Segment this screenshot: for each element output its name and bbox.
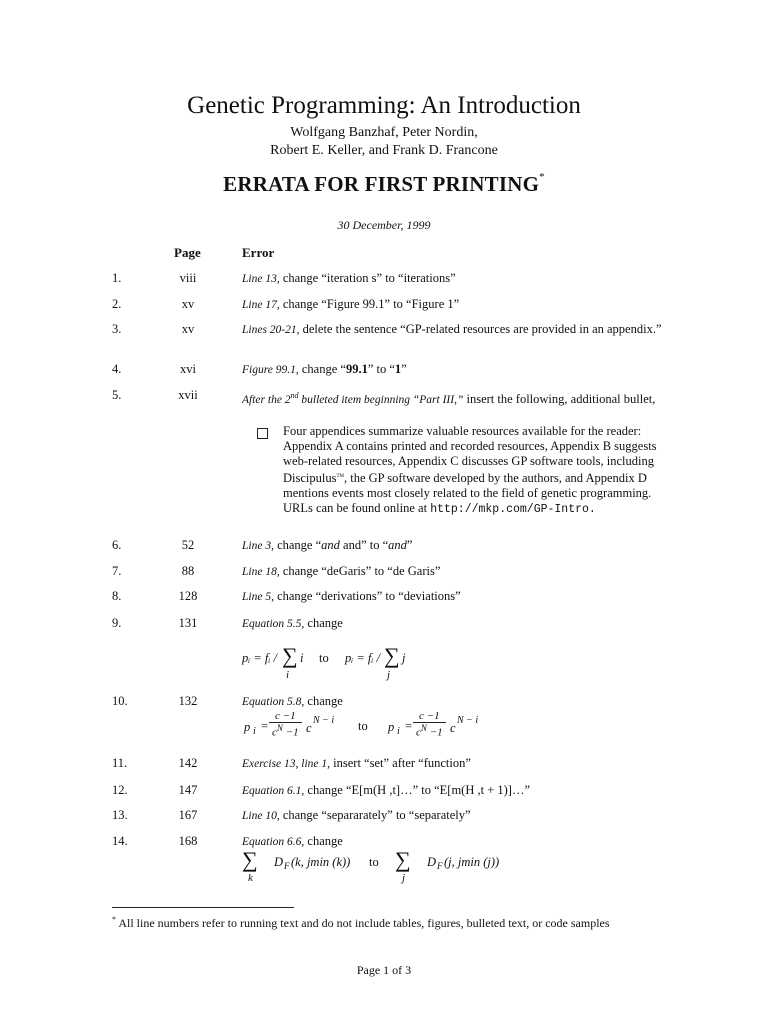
row-text: change “ (273, 538, 322, 552)
row-text: ” (401, 362, 407, 376)
row-text: ” (406, 538, 413, 552)
equation-to: to (319, 651, 329, 665)
row-number: 14. (112, 834, 128, 848)
sum-symbol: ∑ (242, 847, 258, 872)
row-location: Equation 6.1, (242, 785, 305, 797)
row-text: change (304, 834, 343, 848)
equation-right-args: (j, jmin (j)) (444, 855, 500, 869)
equation-left-args: (k, jmin (k)) (291, 855, 351, 869)
inserted-bullet-text (283, 424, 663, 517)
equation-right-sub: F (437, 861, 443, 871)
equation-right: pᵢ = fᵢ / (345, 651, 380, 665)
equation-left-index: i (286, 669, 290, 681)
row-error (242, 388, 662, 408)
row-number: 7. (112, 564, 122, 578)
row-page: xvii (178, 388, 198, 402)
row-text-bold: 1 (394, 362, 402, 376)
equation-left-term: i (300, 651, 304, 665)
page-number: Page 1 of 3 (356, 963, 412, 977)
row-text: change (304, 694, 343, 708)
row-page: xv (181, 322, 195, 336)
row-location-part: After the 2 (242, 393, 291, 406)
row-location: Line 10, (242, 810, 280, 822)
resources-url: http://mkp.com/GP-Intro. (430, 503, 596, 517)
equation-left: D (274, 855, 284, 869)
footnote-rule (112, 907, 294, 908)
row-text: change “iteration s” to “iterations” (279, 271, 456, 285)
row-text-bold: 99.1 (345, 362, 368, 376)
row-number: 9. (112, 616, 122, 630)
row-page: viii (179, 271, 197, 285)
row-location-sup: nd (290, 391, 299, 400)
row-location: Figure 99.1, (242, 364, 299, 376)
equation-right-fraction (413, 710, 446, 739)
row-location: Line 18, (242, 566, 280, 578)
row-error (242, 808, 662, 824)
row-text: ” to “ (367, 362, 395, 376)
row-location: Line 13, (242, 273, 280, 285)
fraction-denominator (269, 723, 302, 739)
equation-right: D (427, 855, 437, 869)
row-page: 88 (181, 564, 195, 578)
row-text: change “Figure 99.1” to “Figure 1” (279, 297, 460, 311)
row-location: Equation 5.5, (242, 618, 305, 630)
row-number: 4. (112, 362, 122, 376)
equation-left: p (244, 720, 251, 734)
footnote-text: All line numbers refer to running text and do not include tables, figures, bulleted text, or code samples (116, 916, 610, 930)
row-number: 5. (112, 388, 122, 402)
row-text: change “deGaris” to “de Garis” (279, 564, 441, 578)
authors-line-1: Wolfgang Banzhaf, Peter Nordin, (290, 125, 478, 140)
errata-title: ERRATA FOR FIRST PRINTING (223, 172, 540, 196)
row-page: xv (181, 297, 195, 311)
row-page: 132 (178, 694, 198, 708)
row-error (242, 271, 662, 287)
row-error (242, 322, 662, 338)
row-text: change “E[m(H ,t]…” to “E[m(H ,t + 1)]…” (304, 783, 531, 797)
errata-heading (0, 172, 768, 197)
equation-right-term: j (402, 651, 406, 665)
equation-left-sub: i (253, 726, 256, 737)
column-header-page: Page (174, 245, 201, 260)
footnote (112, 915, 672, 931)
equation-5-5 (242, 645, 662, 685)
row-number: 6. (112, 538, 122, 552)
equation-right-index: j (402, 872, 406, 884)
footnote-mark: * (112, 915, 116, 924)
row-text-italic: and (321, 538, 340, 552)
equation-5-8: p i = $\frac{c -1}{c^N -1}$ c N − i to p i = $\frac{c -1}{c^N -1}$ c N − i (244, 710, 479, 739)
equation-6-6 (242, 847, 662, 889)
equation-right-index: j (387, 669, 391, 681)
document-title: Genetic Programming: An Introduction (187, 92, 581, 119)
den-base: c (272, 726, 277, 739)
den-tail: −1 (426, 726, 443, 739)
den-base: c (416, 726, 421, 739)
row-page: 128 (178, 589, 198, 603)
equation-right-exponent: N − i (457, 715, 479, 726)
fraction-numerator: c −1 (413, 710, 446, 723)
row-location: Lines 20-21, (242, 324, 300, 336)
equation-left-exponent: N − i (313, 715, 335, 726)
equation-left-sub: F (284, 861, 290, 871)
checkbox-bullet-icon (257, 428, 268, 439)
sum-symbol: ∑ (282, 643, 298, 668)
row-text-italic: and (388, 538, 407, 552)
row-page: 168 (178, 834, 198, 848)
row-text: change (304, 616, 343, 630)
row-number: 10. (112, 694, 128, 708)
bullet-text: Four appendices summarize valuable resources available for the reader: Appendix A contains printed and recorded resources, Appendix B suggests web-related resources, Appendix C discusses GP software tools, including Discipulus (283, 424, 657, 486)
den-tail: −1 (282, 726, 299, 739)
equation-left-index: k (248, 872, 253, 884)
row-page: 147 (178, 783, 198, 797)
column-header-error: Error (242, 245, 275, 260)
row-location: Line 5, (242, 591, 274, 603)
row-error (242, 589, 662, 605)
row-page: 142 (178, 756, 198, 770)
row-text: insert “set” after “function” (330, 756, 471, 770)
row-number: 13. (112, 808, 128, 822)
equation-right: p (388, 720, 395, 734)
row-text: change “derivations” to “deviations” (273, 589, 461, 603)
row-page: 52 (181, 538, 195, 552)
row-error (242, 616, 662, 632)
fraction-denominator (413, 723, 446, 739)
row-error (242, 297, 662, 313)
row-location: Line 3, (242, 540, 274, 552)
row-error (242, 564, 662, 580)
row-error (242, 362, 662, 378)
equation-left-fraction (269, 710, 302, 739)
row-text: change “ (298, 362, 346, 376)
row-location: Exercise 13, line 1, (242, 758, 331, 770)
row-number: 8. (112, 589, 122, 603)
equation-to: to (369, 855, 379, 869)
den-sup: N (276, 723, 283, 733)
row-text: and” to “ (339, 538, 389, 552)
equation-to: to (358, 719, 368, 733)
row-location: Equation 5.8, (242, 696, 305, 708)
row-page: xvi (180, 362, 196, 376)
row-text: delete the sentence “GP-related resources are provided in an appendix.” (299, 322, 662, 336)
row-page: 167 (178, 808, 198, 822)
row-error (242, 756, 662, 772)
sum-symbol: ∑ (395, 847, 411, 872)
row-location: Line 17, (242, 299, 280, 311)
errata-footnote-mark: * (539, 171, 545, 183)
row-location: Equation 6.6, (242, 836, 305, 848)
row-page: 131 (178, 616, 198, 630)
row-error (242, 538, 662, 554)
authors (0, 124, 768, 160)
authors-line-2: Robert E. Keller, and Frank D. Francone (270, 143, 498, 158)
equation-left: pᵢ = fᵢ / (242, 651, 277, 665)
equation-left-c: c (306, 721, 312, 735)
row-number: 3. (112, 322, 122, 336)
trademark-mark: TM (336, 474, 344, 479)
row-location (242, 391, 464, 406)
fraction-numerator: c −1 (269, 710, 302, 723)
row-location-part: bulleted item beginning “Part III,” (298, 393, 464, 406)
equation-right-sub: i (397, 726, 400, 737)
bullet-text: , the GP software developed by the authors, and Appendix D mentions events most closely related to the field of genetic programming. URLs can be found online at (283, 471, 652, 516)
row-text: insert the following, additional bullet, (463, 391, 656, 406)
row-number: 1. (112, 271, 122, 285)
sum-symbol: ∑ (384, 643, 400, 668)
row-number: 2. (112, 297, 122, 311)
den-sup: N (420, 723, 427, 733)
row-number: 11. (112, 756, 128, 770)
errata-date: 30 December, 1999 (337, 218, 431, 232)
row-number: 12. (112, 783, 128, 797)
row-error (242, 783, 662, 799)
row-text: change “separarately” to “separately” (279, 808, 471, 822)
equation-right-c: c (450, 721, 456, 735)
